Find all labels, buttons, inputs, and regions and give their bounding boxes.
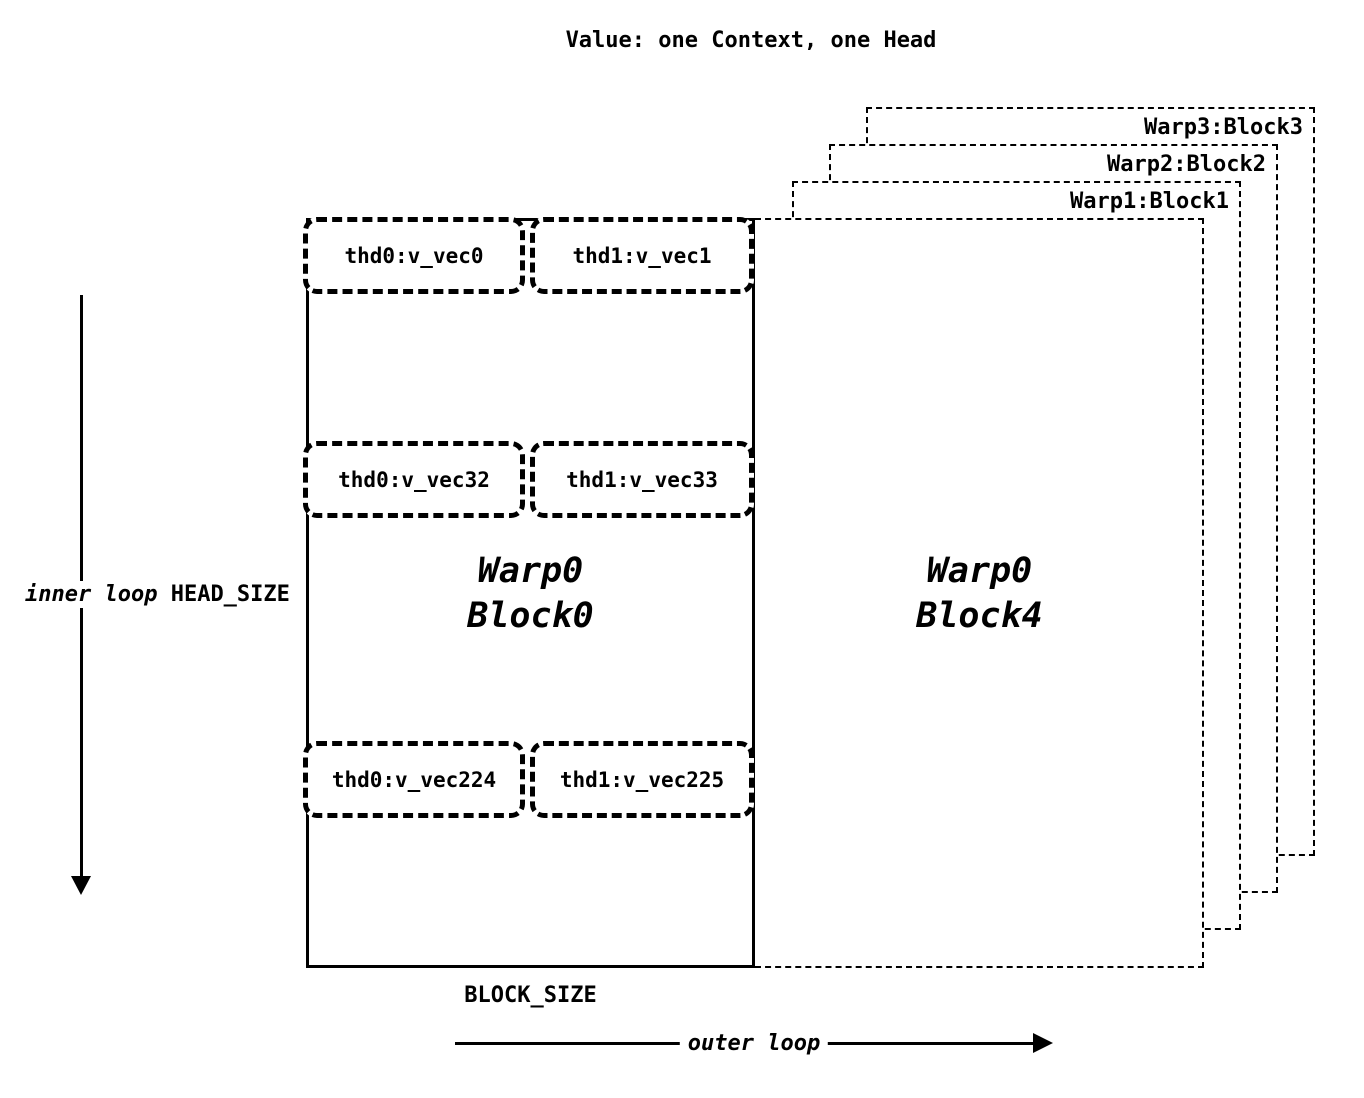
- thd1-v-vec1-label: thd1:v_vec1: [572, 243, 712, 268]
- warp0-block0-warp-line: Warp0: [477, 551, 584, 591]
- thd1-v-vec225-label: thd1:v_vec225: [559, 767, 725, 792]
- thd0-v-vec224-cell: [303, 741, 525, 818]
- warp1-block1-label: Warp1:Block1: [1070, 189, 1229, 214]
- inner-loop-text: inner loop: [25, 582, 158, 607]
- thd1-v-vec33-label: thd1:v_vec33: [566, 467, 718, 492]
- diagram-title: Value: one Context, one Head: [565, 28, 937, 53]
- thd1-v-vec1-cell: [530, 217, 754, 294]
- inner-loop-head-size-label: [22, 581, 293, 608]
- outer-loop-arrow: [455, 1031, 1053, 1056]
- warp3-block3-label: Warp3:Block3: [1144, 115, 1303, 140]
- thd0-v-vec224-label: thd0:v_vec224: [331, 767, 497, 792]
- outer-loop-label: outer loop: [680, 1031, 828, 1056]
- thd1-v-vec225-cell: [530, 741, 754, 818]
- warp0-block4-block-line: Block4: [916, 596, 1043, 636]
- head-size-text: HEAD_SIZE: [170, 582, 290, 607]
- thd0-v-vec32-cell: [303, 441, 525, 518]
- down-arrowhead-icon: [71, 876, 91, 895]
- thd1-v-vec33-cell: [530, 441, 754, 518]
- thd0-v-vec0-label: thd0:v_vec0: [344, 243, 484, 268]
- warp0-block0-big-label: [306, 549, 755, 639]
- right-arrowhead-icon: [1033, 1033, 1053, 1053]
- warp0-block0-block-line: Block0: [467, 596, 594, 636]
- block-size-label: BLOCK_SIZE: [464, 983, 597, 1008]
- thd0-v-vec32-label: thd0:v_vec32: [338, 467, 490, 492]
- warp0-block4-big-label: [755, 549, 1204, 639]
- thd0-v-vec0-cell: [303, 217, 525, 294]
- warp0-block4-warp-line: Warp0: [926, 551, 1033, 591]
- warp2-block2-label: Warp2:Block2: [1107, 152, 1266, 177]
